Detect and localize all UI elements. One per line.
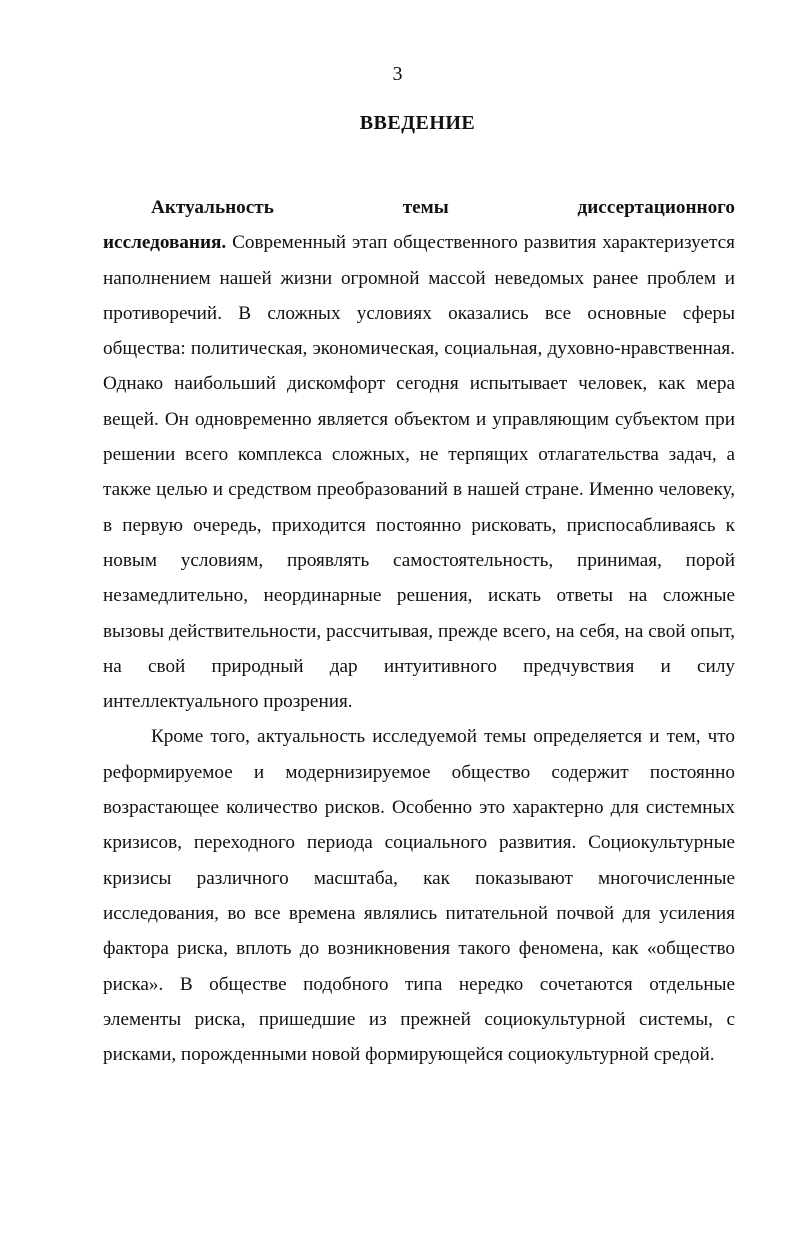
paragraph-relevance	[103, 190, 735, 719]
page-number: 3	[392, 63, 403, 85]
paragraph-risks	[103, 719, 735, 1072]
paragraph-lead-title: Актуальность темы диссертационного исследования.	[103, 197, 735, 254]
paragraph-text: Кроме того, актуальность исследуемой темы определяется и тем, что реформируемое и модернизируемое общество содержит постоянно возрастающее количество рисков. Особенно это характерно для системных кризисов, переходного периода социального развития. Социокультурные кризисы различного масштаба, как показывают многочисленные исследования, во все времена являлись питательной почвой для усиления фактора риска, вплоть до возникновения такого феномена, как «общество риска». В обществе подобного типа нередко сочетаются отдельные элементы риска, пришедшие из прежней социокультурной системы, с рисками, порожденными новой формирующейся социокультурной средой.	[103, 726, 735, 1066]
section-heading: ВВЕДЕНИЕ	[359, 112, 476, 134]
body-text	[103, 190, 735, 1072]
paragraph-text: Современный этап общественного развития характеризуется наполнением нашей жизни огромной массой неведомых ранее проблем и противоречий. В сложных условиях оказались все основные сферы общества: политическая, экономическая, социальная, духовно-нравственная. Однако наибольший дискомфорт сегодня испытывает человек, как мера вещей. Он одновременно является объектом и управляющим субъектом при решении всего комплекса сложных, не терпящих отлагательства задач, а также целью и средством преобразований в нашей стране. Именно человеку, в первую очередь, приходится постоянно рисковать, приспосабливаясь к новым условиям, проявлять самостоятельность, принимая, порой незамедлительно, неординарные решения, искать ответы на сложные вызовы действительности, рассчитывая, прежде всего, на себя, на свой опыт, на свой природный дар интуитивного предчувствия и силу интеллектуального прозрения.	[103, 232, 735, 713]
